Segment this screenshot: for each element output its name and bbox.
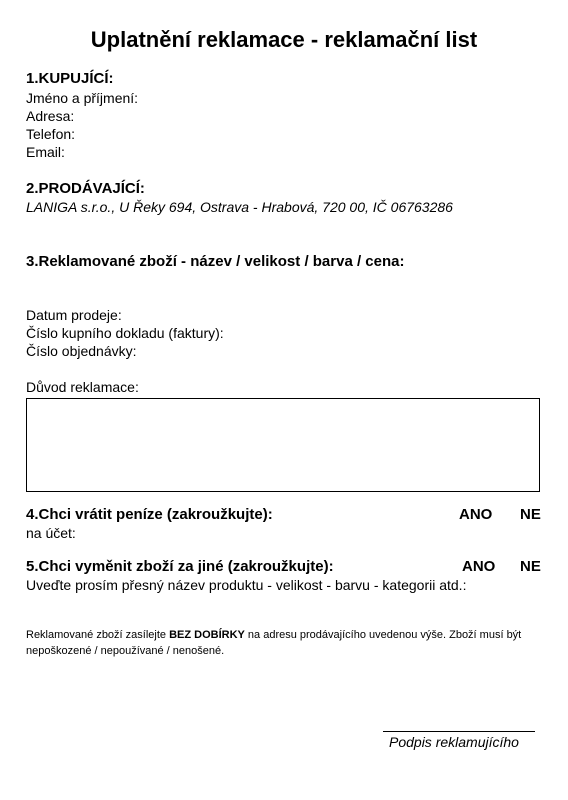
exchange-instruction: Uveďte prosím přesný název produktu - velikost - barvu - kategorii atd.: bbox=[26, 577, 467, 593]
buyer-address-label: Adresa: bbox=[26, 108, 75, 124]
reason-label: Důvod reklamace: bbox=[26, 379, 139, 395]
buyer-heading: 1.KUPUJÍCÍ: bbox=[26, 70, 114, 87]
reason-box[interactable] bbox=[26, 398, 540, 492]
notice-text-before: Reklamované zboží zasílejte bbox=[26, 629, 170, 641]
buyer-name-label: Jméno a příjmení: bbox=[26, 90, 139, 106]
buyer-phone-label: Telefon: bbox=[26, 126, 76, 142]
signature-label: Podpis reklamujícího bbox=[389, 734, 519, 750]
order-number-label: Číslo objednávky: bbox=[26, 343, 137, 359]
exchange-yes-option[interactable]: ANO bbox=[462, 558, 496, 575]
refund-no-option[interactable]: NE bbox=[520, 506, 541, 523]
seller-details: LANIGA s.r.o., U Řeky 694, Ostrava - Hrabová, 720 00, IČ 06763286 bbox=[26, 199, 453, 215]
goods-heading: 3.Reklamované zboží - název / velikost / barva / cena: bbox=[26, 253, 405, 270]
seller-heading: 2.PRODÁVAJÍCÍ: bbox=[26, 180, 145, 197]
account-label: na účet: bbox=[26, 525, 76, 541]
notice-bold-text: BEZ DOBÍRKY bbox=[169, 629, 245, 641]
exchange-heading: 5.Chci vyměnit zboží za jiné (zakroužkujte): bbox=[26, 558, 334, 575]
buyer-email-label: Email: bbox=[26, 144, 65, 160]
exchange-no-option[interactable]: NE bbox=[520, 558, 541, 575]
signature-line bbox=[383, 731, 535, 732]
invoice-number-label: Číslo kupního dokladu (faktury): bbox=[26, 325, 224, 341]
sale-date-label: Datum prodeje: bbox=[26, 307, 122, 323]
refund-yes-option[interactable]: ANO bbox=[459, 506, 493, 523]
shipping-notice bbox=[26, 627, 546, 659]
notice-text-after: na adresu prodávajícího uvedenou výše. Zboží musí být nepoškozené / nepoužívané / nenošené. bbox=[26, 629, 522, 657]
page-title: Uplatnění reklamace - reklamační list bbox=[90, 27, 478, 52]
refund-heading: 4.Chci vrátit peníze (zakroužkujte): bbox=[26, 506, 273, 523]
